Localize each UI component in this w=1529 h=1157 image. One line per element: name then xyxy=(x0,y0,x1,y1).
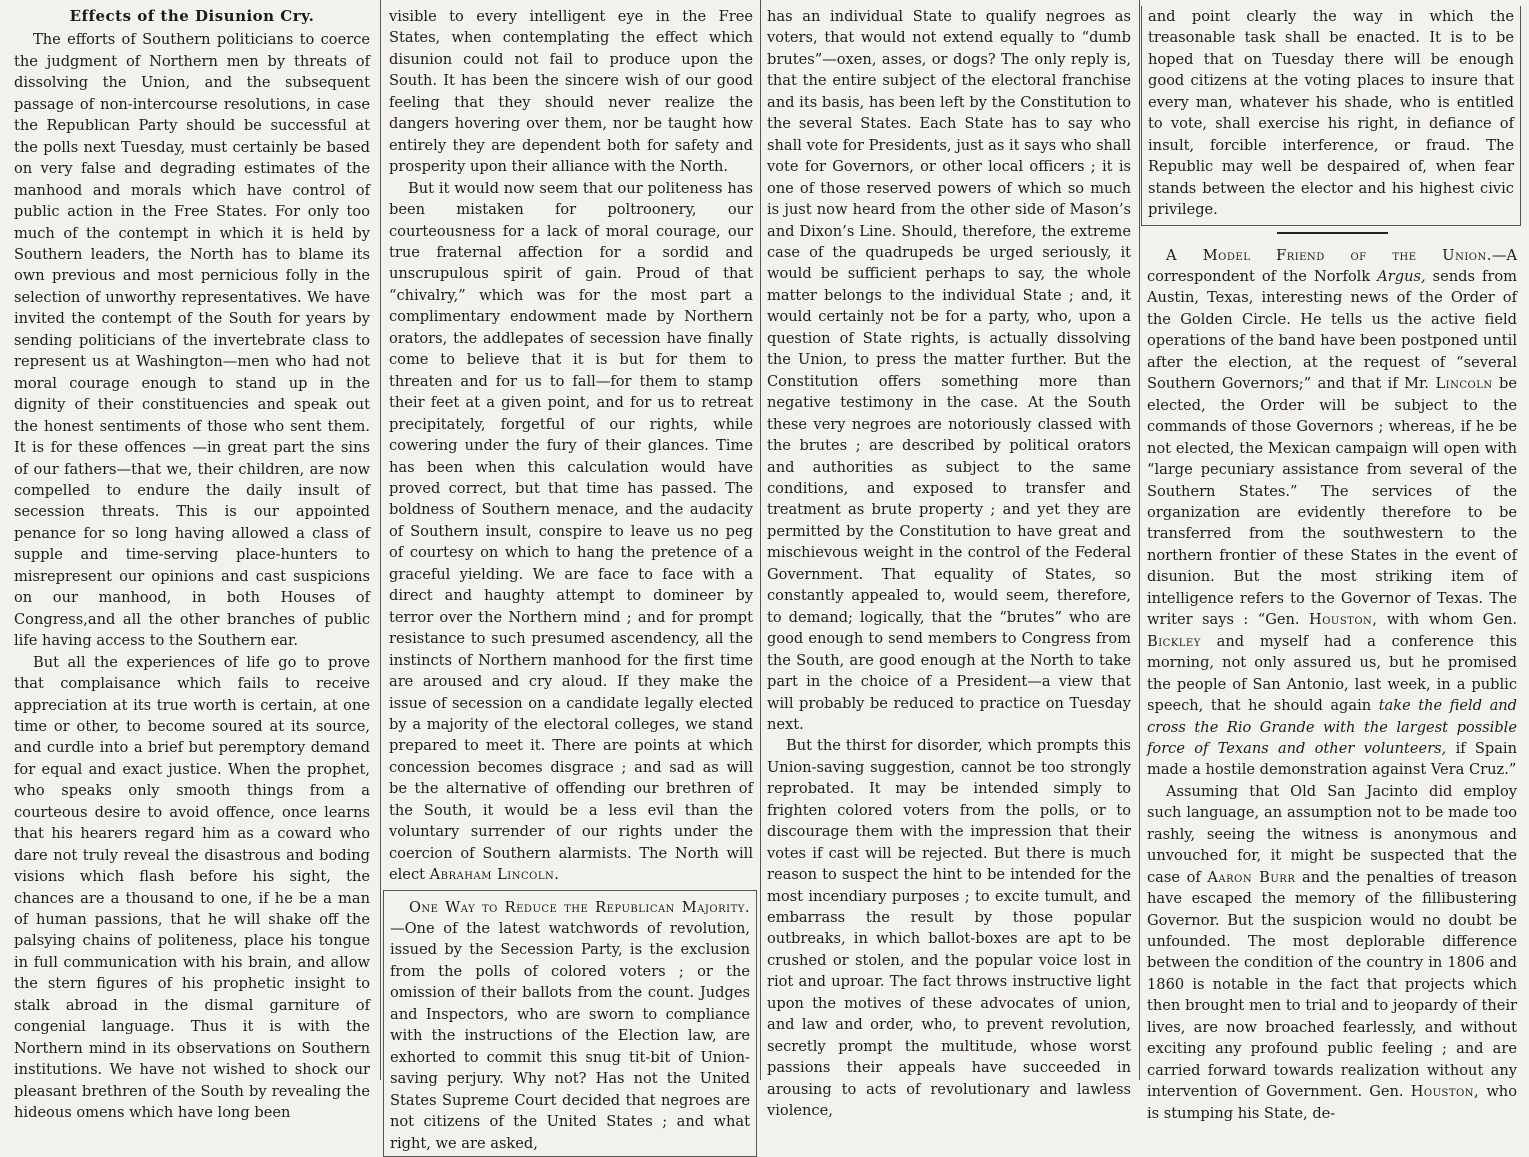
article-paragraph-text: But it would now seem that our politeness has been mistaken for poltroonery, our courteousness for a lack of moral courage, our true fraternal affection for a sordid and unscrupulous spirit of gain. Proud of that “chivalry,” which was for the most part a complimentary endowment made by Northern orators, the addlepates of secession have finally come to believe that it is but for them to threaten and for us to fall—for them to stamp their feet at a given point, and for us to retreat precipitately, forgetful of our rights, while cowering under the fury of their glances. Time has been when this calculation would have proved correct, but that time has passed. The boldness of Southern menace, and the audacity of Southern insult, conspire to leave us no peg of courtesy on which to hang the pretence of a graceful yielding. We are face to face with a direct and haughty attempt to domineer by terror over the Northern mind ; and for prompt resistance to such presumed ascendency, all the instincts of Northern manhood for the first time are aroused and cry aloud. If they make the issue of secession on a candidate legally elected by a majority of the electoral colleges, we stand prepared to meet it. There are points at which concession becomes disgrace ; and sad as will be the alternative of offending our brethren of the South, it would be a less evil than the voluntary surrender of our rights under the coercion of Southern alarmists. The North will elect xyxy=(389,179,753,884)
closing-name: Abraham Lincoln. xyxy=(429,866,560,884)
article-paragraph: But the thirst for disorder, which prompts this Union-saving suggestion, cannot be too strongly reprobated. It may be intended simply to frighten colored voters from the polls, or to discourage them with the impression that their votes if cast will be rejected. But there is much reason to suspect the hint to be intended for the most incendiary purposes ; to excite tumult, and embarrass the result by those popular outbreaks, in which ballot-boxes are apt to be crushed or stolen, and the popular voice lost in riot and uproar. The fact throws instructive light upon the motives of these advocates of union, and law and order, who, to prevent revolution, secretly prompt the multitude, whose worst passions their appeals have succeeded in arousing to acts of revolutionary and lawless violence, xyxy=(767,737,1131,1120)
person-name: Houston, xyxy=(1308,611,1378,629)
person-name: Houston, xyxy=(1410,1083,1480,1101)
column-4 xyxy=(1147,6,1518,1122)
person-name: Lincoln xyxy=(1435,375,1493,393)
article-paragraph xyxy=(1147,245,1517,781)
boxed-article-text: —One of the latest watchwords of revolution, issued by the Secession Party, is the exclusion from the polls of colored voters ; or the omission of their ballots from the count. Judges and Inspectors, who are sworn to compliance with the instructions of the Election law, are exhorted to commit this snug tit-bit of Union-saving perjury. Why not? Has not the United States Supreme Court decided that negroes are not citizens of the United States ; and what right, we are asked, xyxy=(390,920,750,1152)
column-3 xyxy=(767,6,1131,1120)
article-paragraph xyxy=(389,178,753,886)
article-paragraph: has an individual State to qualify negroes as voters, that would not extend equally to “dumb brutes”—oxen, asses, or dogs? The only reply is, that the entire subject of the electoral franchise and its basis, has been left by the Constitution to the several States. Each State has to say who shall vote for Presidents, just as it says who shall vote for Governors, or other local officers ; it is one of those reserved powers of which so much is just now heard from the other side of Mason’s and Dixon’s Line. Should, therefore, the extreme case of the quadrupeds be urged seriously, it would be sufficient perhaps to say, the whole matter belongs to the individual State ; and, it would certainly not be for a party, who, upon a question of State rights, is actually dissolving the Union, to press the matter further. But the Constitution offers something more than negative testimony in the case. At the South these very negroes are notoriously classed with the brutes ; are described by political orators and authorities as subject to the same conditions, and exposed to transfer and treatment as brute property ; and yet they are permitted by the Constitution to have great and mischievous weight in the control of the Federal Government. That equality of States, so constantly appealed to, would seem, therefore, to demand; logically, that the “brutes” who are good enough to send members to Congress from the South, are good enough at the North to take part in the choice of a President—a view that will probably be reduced to practice on Tuesday next. xyxy=(767,8,1131,733)
article-lead: A Model Friend of the Union. xyxy=(1165,246,1492,264)
italic-quote: take the field and cross the Rio Grande with the largest possible force of Texans and other volunteers, xyxy=(1147,697,1518,757)
boxed-article-lead: One Way to Reduce the Republican Majority. xyxy=(408,898,750,916)
boxed-article-paragraph xyxy=(390,897,750,1154)
column-rule xyxy=(380,0,381,1080)
text-run: sends from Austin, Texas, interesting news of the Order of the Golden Circle. He tells us the active field operations of the band have been postponed until after the election, at the request of “several Southern Governors;” and that if Mr. xyxy=(1147,267,1518,393)
article-paragraph: and point clearly the way in which the treasonable task shall be enacted. It is to be hoped that on Tuesday there will be enough good citizens at the voting places to insure that every man, whatever his shade, who is entitled to vote, shall exercise his right, in defiance of insult, forcible interference, or fraud. The Republic may well be despaired of, when fear stands between the elector and his highest civic privilege. xyxy=(1148,8,1514,219)
boxed-article xyxy=(383,890,757,1157)
column-1 xyxy=(14,6,370,1122)
person-name: Bickley xyxy=(1147,632,1201,650)
text-run: and the penalties of treason have escaped the memory of the fillibustering Governor. But the suspicion would no doubt be unfounded. The most deplorable difference between the condition of the country in 1806 and 1860 is notable in the fact that projects which then brought men to trial and to jeopardy of their lives, are now broached fearlessly, and without exciting any profound public feeling ; and are carried forward towards realization without any intervention of Government. Gen. xyxy=(1147,868,1518,1101)
article-paragraph: The efforts of Southern politicians to coerce the judgment of Northern men by threats of dissolving the Union, and the subsequent passage of non-intercourse resolutions, in case the Republican Party should be successful at the polls next Tuesday, must certainly be based on very false and degrading estimates of the manhood and morals which have control of public action in the Free States. For only too much of the contempt in which it is held by Southern leaders, the North has to blame its own previous and most pernicious folly in the selection of unworthy representatives. We have invited the contempt of the South for years by sending politicians of the invertebrate class to represent us at Washington—men who had not moral courage enough to stand up in the dignity of their constituencies and speak out the honest sentiments of those who sent them. It is for these offences —in great part the sins of our fathers—that we, their children, are now compelled to endure the daily insult of secession threats. This is our appointed penance for so long having allowed a class of supple and time-serving place-hunters to misrepresent our opinions and cast suspicions on our manhood, in both Houses of Congress,and all the other branches of public life having access to the Southern ear. xyxy=(14,31,370,650)
column-2 xyxy=(389,6,753,1152)
newspaper-name: Argus, xyxy=(1377,267,1426,285)
article-paragraph: visible to every intelligent eye in the Free States, when contemplating the effect which disunion could not fail to produce upon the South. It has been the sincere wish of our good feeling that they should never realize the dangers hovering over them, nor be taught how entirely they are dependent both for safety and prosperity upon their alliance with the North. xyxy=(389,8,753,176)
section-divider xyxy=(1147,228,1517,237)
column-rule xyxy=(1139,0,1140,1080)
article-paragraph: But all the experiences of life go to prove that complaisance which fails to receive appreciation at its true worth is certain, at one time or other, to become soured at its source, and curdle into a brief but peremptory demand for equal and exact justice. When the prophet, who speaks only smooth things from a courteous desire to avoid offence, once learns that his hearers regard him as a coward who dare not truly reveal the disastrous and boding visions which flash before his sight, the chances are a thousand to one, if he be a man of human passions, that he will shake off the palsying chains of politeness, place his tongue in full communication with his brain, and allow the stern figures of his prophetic insight to stalk abroad in the dismal garniture of congenial language. Thus it is with the Northern mind in its observations on Southern institutions. We have not wished to shock our pleasant brethren of the South by revealing the hideous omens which have long been xyxy=(14,653,370,1122)
text-run: —A correspondent of the Norfolk xyxy=(1147,246,1517,285)
text-run: Assuming that Old San Jacinto did employ such language, an assumption not to be made too rashly, seeing the witness is anonymous and unvouched for, it might be suspected that the case of xyxy=(1147,782,1517,886)
text-run: and myself had a conference this morning, not only assured us, but he promised the people of San Antonio, last week, in a public speech, that he should again xyxy=(1147,632,1517,715)
text-run: who is stumping his State, de- xyxy=(1147,1083,1517,1122)
person-name: Aaron Burr xyxy=(1207,868,1296,886)
boxed-article-end xyxy=(1141,6,1521,226)
column-rule xyxy=(760,0,761,1080)
text-run: be elected, the Order will be subject to the commands of those Governors ; whereas, if he be not elected, the Mexican campaign will open with “large pecuniary assistance from several of the Southern States.” The services of the organization are evidently therefore to be transferred from the southwestern to the northern frontier of these States in the event of disunion. But the most striking item of intelligence refers to the Governor of Texas. The writer says : “Gen. xyxy=(1147,375,1518,629)
text-run: if Spain made a hostile demonstration against Vera Cruz.” xyxy=(1147,739,1517,779)
article-headline: Effects of the Disunion Cry. xyxy=(69,7,315,25)
article-paragraph xyxy=(1147,781,1517,1124)
text-run: with whom Gen. xyxy=(1386,611,1517,629)
